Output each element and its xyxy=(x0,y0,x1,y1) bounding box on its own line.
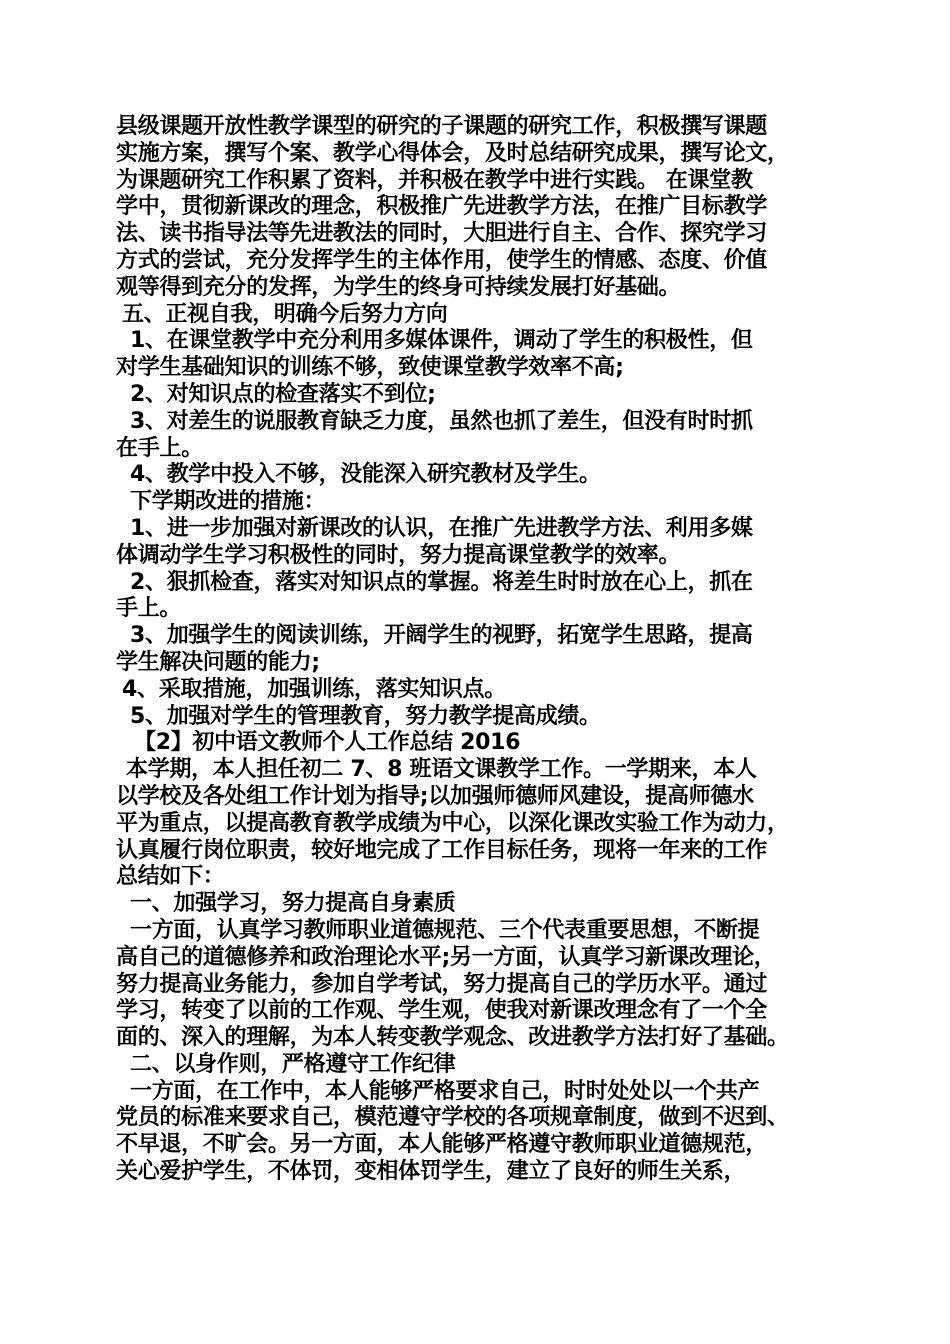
paragraph-start: 一方面，认真学习教师职业道德规范、三个代表重要思想，不断提 xyxy=(130,917,760,943)
list-item: 1、在课堂教学中充分利用多媒体课件，调动了学生的积极性，但 xyxy=(130,328,753,354)
document-page xyxy=(116,114,856,1186)
paragraph-start: 一方面，在工作中，本人能够严格要求自己，时时处处以一个共产 xyxy=(130,1078,760,1104)
text-line: 党员的标准来要求自己，模范遵守学校的各项规章制度，做到不迟到、 xyxy=(116,1105,789,1131)
section-heading: 二、以身作则，严格遵守工作纪律 xyxy=(130,1051,456,1077)
text-line: 对学生基础知识的训练不够，致使课堂教学效率不高; xyxy=(116,355,624,381)
text-line: 面的、深入的理解，为本人转变教学观念、改进教学方法打好了基础。 xyxy=(116,1025,789,1051)
list-item: 4、采取措施，加强训练，落实知识点。 xyxy=(122,676,506,702)
list-item: 3、加强学生的阅读训练，开阔学生的视野，拓宽学生思路，提高 xyxy=(130,623,753,649)
text-line: 学生解决问题的能力; xyxy=(116,649,320,675)
text-line: 以学校及各处组工作计划为指导;以加强师德师风建设，提高师德水 xyxy=(116,783,754,809)
text-line: 手上。 xyxy=(116,596,182,622)
text-line: 总结如下： xyxy=(116,864,225,890)
text-line: 努力提高业务能力，参加自学考试，努力提高自己的学历水平。通过 xyxy=(116,971,768,997)
text-line: 关心爱护学生，不体罚，变相体罚学生，建立了良好的师生关系， xyxy=(116,1159,746,1185)
list-item: 5、加强对学生的管理教育，努力教学提高成绩。 xyxy=(130,703,601,729)
text-line: 认真履行岗位职责，较好地完成了工作目标任务，现将一年来的工作 xyxy=(116,837,768,863)
text-line: 在手上。 xyxy=(116,435,203,461)
section-heading: 一、加强学习，努力提高自身素质 xyxy=(130,891,456,917)
text-line: 法、读书指导法等先进教法的同时，大胆进行自主、合作、探究学习 xyxy=(116,221,768,247)
text-line: 体调动学生学习积极性的同时，努力提高课堂教学的效率。 xyxy=(116,542,681,568)
text-line: 不早退，不旷会。另一方面，本人能够严格遵守教师职业道德规范， xyxy=(116,1132,768,1158)
text-line: 学中，贯彻新课改的理念，积极推广先进教学方法，在推广目标教学 xyxy=(116,194,768,220)
list-item: 2、对知识点的检查落实不到位; xyxy=(130,381,436,407)
section-heading: 下学期改进的措施： xyxy=(130,489,326,515)
list-item: 4、教学中投入不够，没能深入研究教材及学生。 xyxy=(130,462,601,488)
list-item: 1、进一步加强对新课改的认识，在推广先进教学方法、利用多媒 xyxy=(130,515,753,541)
text-line: 观等得到充分的发挥，为学生的终身可持续发展打好基础。 xyxy=(116,274,681,300)
text-line: 学习，转变了以前的工作观、学生观，使我对新课改理念有了一个全 xyxy=(116,998,768,1024)
text-line: 县级课题开放性教学课型的研究的子课题的研究工作，积极撰写课题 xyxy=(116,114,768,139)
list-item: 2、狠抓检查，落实对知识点的掌握。将差生时时放在心上，抓在 xyxy=(130,569,753,595)
text-line: 实施方案，撰写个案、教学心得体会，及时总结研究成果，撰写论文， xyxy=(116,140,789,166)
text-line: 平为重点，以提高教育教学成绩为中心，以深化课改实验工作为动力， xyxy=(116,810,789,836)
text-line: 为课题研究工作积累了资料，并积极在教学中进行实践。 在课堂教 xyxy=(116,167,753,193)
list-item: 3、对差生的说服教育缺乏力度，虽然也抓了差生，但没有时时抓 xyxy=(130,408,753,434)
text-line: 高自己的道德修养和政治理论水平;另一方面，认真学习新课改理论， xyxy=(116,944,776,970)
section-heading: 五、正视自我，明确今后努力方向 xyxy=(122,301,448,327)
article-title: 【2】初中语文教师个人工作总结 2016 xyxy=(134,730,521,756)
text-line: 方式的尝试，充分发挥学生的主体作用，使学生的情感、态度、价值 xyxy=(116,247,768,273)
paragraph-start: 本学期，本人担任初二 7、8 班语文课教学工作。一学期来，本人 xyxy=(126,757,757,783)
